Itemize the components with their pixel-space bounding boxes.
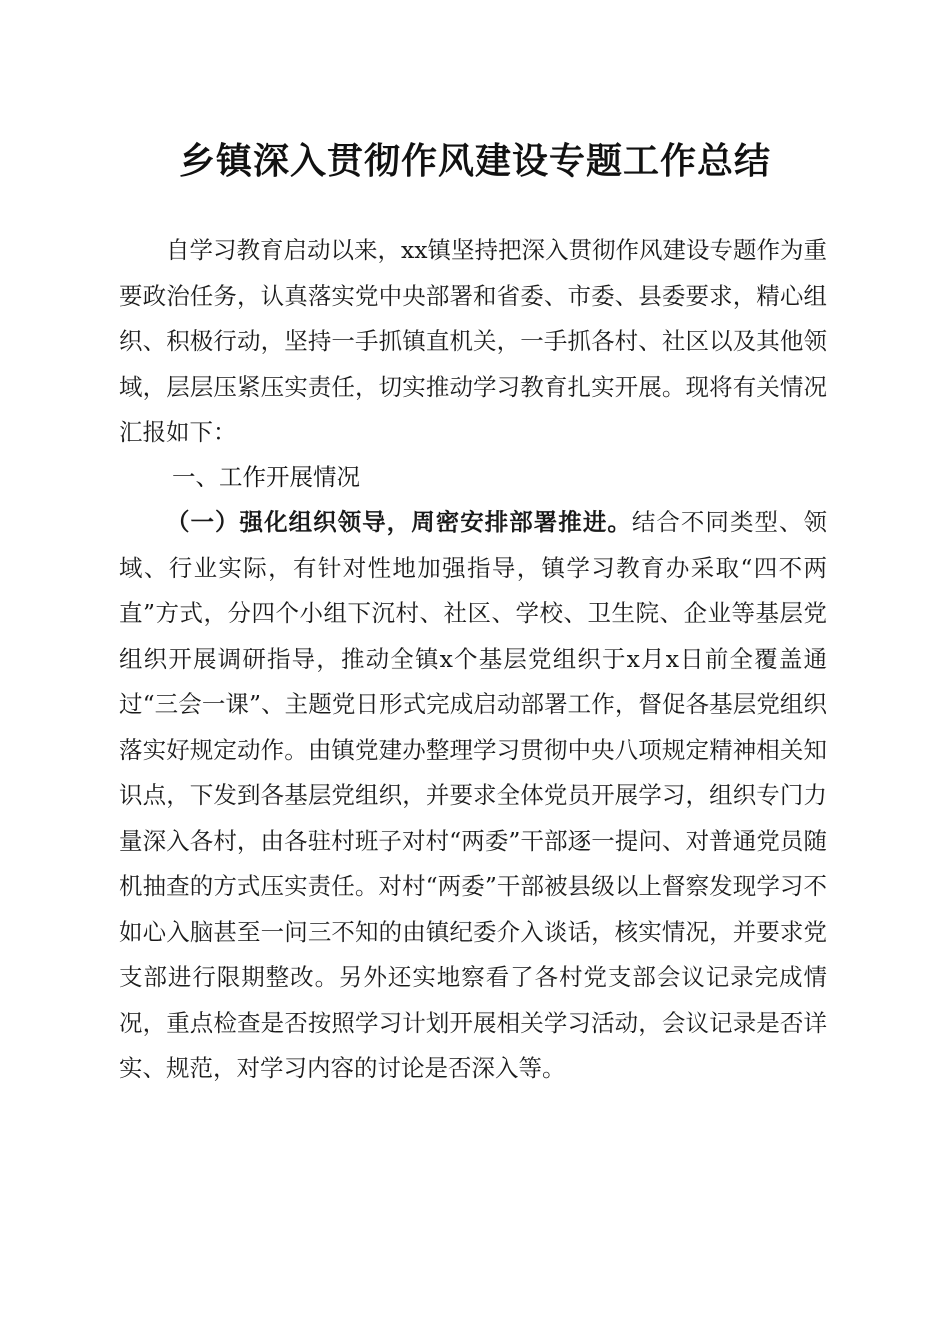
document-title: 乡镇深入贯彻作风建设专题工作总结 xyxy=(178,140,771,182)
item-one-body: 结合不同类型、领域、行业实际，有针对性地加强指导，镇学习教育办采取“四不两直”方式，分四个小组下沉村、社区、学校、卫生院、企业等基层党组织开展调研指导，推动全镇x个基层党组织于x月x日前全覆盖通过“三会一课”、主题党日形式完成启动部署工作，督促各基层党组织落实好规定动作。由镇党建办整理学习贯彻中央八项规定精神相关知识点，下发到各基层党组织，并要求全体党员开展学习，组织专门力量深入各村，由各驻村班子对村“两委”干部逐一提问、对普通党员随机抽查的方式压实责任。对村“两委”干部被县级以上督察发现学习不如心入脑甚至一问三不知的由镇纪委介入谈话，核实情况，并要求党支部进行限期整改。另外还实地察看了各村党支部会议记录完成情况，重点检查是否按照学习计划开展相关学习活动，会议记录是否详实、规范，对学习内容的讨论是否深入等。 xyxy=(119,508,828,1082)
item-one-lead: （一）强化组织领导，周密安排部署推进。 xyxy=(166,508,632,536)
item-one-paragraph xyxy=(119,500,827,1092)
section-heading: 一、工作开展情况 xyxy=(172,463,360,491)
intro-paragraph: 自学习教育启动以来，xx镇坚持把深入贯彻作风建设专题作为重要政治任务，认真落实党中央部署和省委、市委、县委要求，精心组织、积极行动，坚持一手抓镇直机关，一手抓各村、社区以及其他领域，层层压紧压实责任，切实推动学习教育扎实开展。现将有关情况汇报如下： xyxy=(119,236,828,446)
